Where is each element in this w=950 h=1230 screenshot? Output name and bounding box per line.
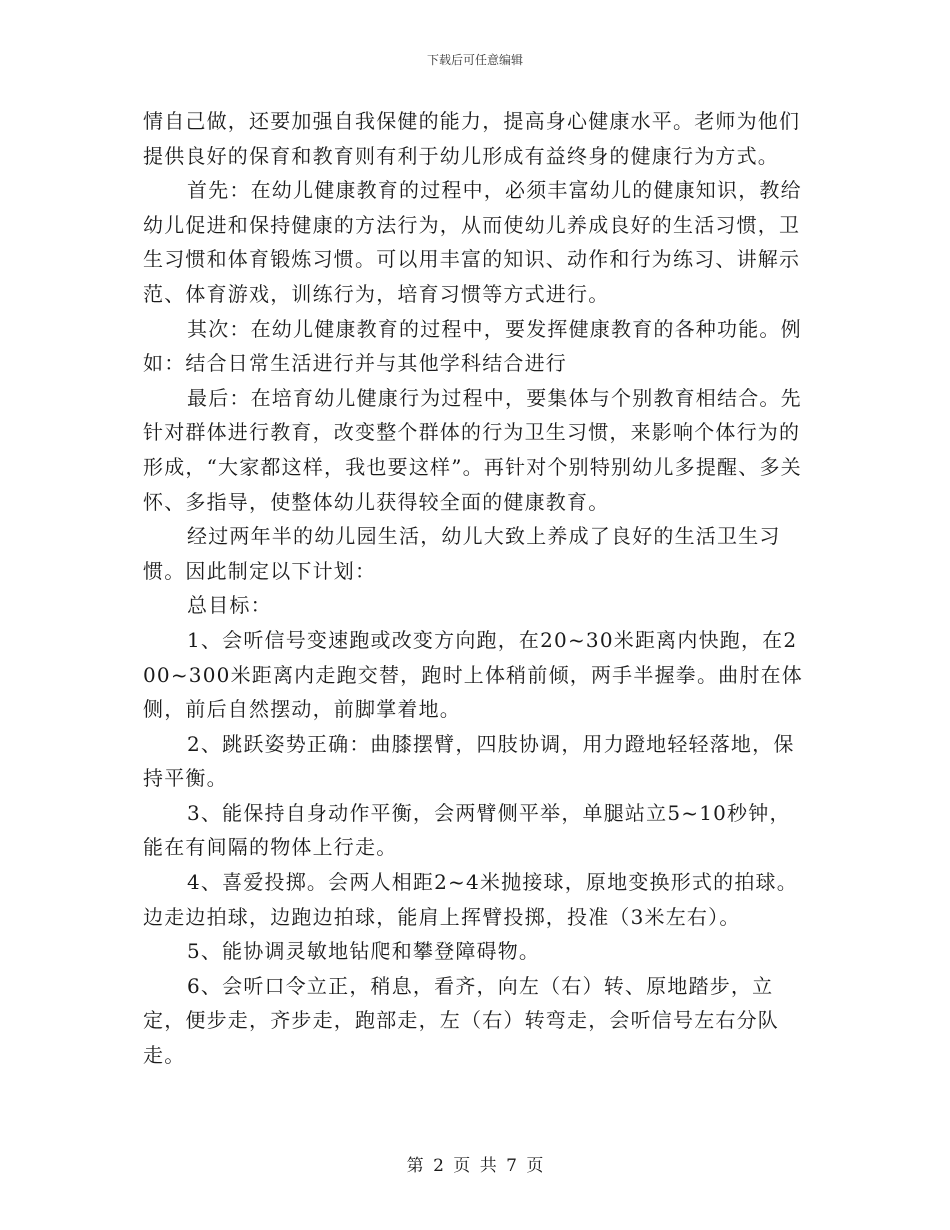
list-item: 4、喜爱投掷。会两人相距2~4米抛接球，原地变换形式的拍球。边走边拍球，边跑边拍球，能肩上挥臂投掷，投准（3米左右）。 bbox=[143, 870, 798, 929]
list-item: 6、会听口令立正，稍息，看齐，向左（右）转、原地踏步，立定，便步走，齐步走，跑部走，左（右）转弯走，会听信号左右分队走。 bbox=[143, 973, 779, 1068]
paragraph: 其次：在幼儿健康教育的过程中，要发挥健康教育的各种功能。例如：结合日常生活进行并与其他学科结合进行 bbox=[143, 316, 802, 376]
document-body bbox=[143, 104, 807, 1073]
page-header: 下载后可任意编辑 bbox=[426, 53, 523, 67]
paragraph: 首先：在幼儿健康教育的过程中，必须丰富幼儿的健康知识，教给幼儿促进和保持健康的方法行为，从而使幼儿养成良好的生活习惯，卫生习惯和体育锻炼习惯。可以用丰富的知识、动作和行为练习、讲解示范、体育游戏，训练行为，培育习惯等方式进行。 bbox=[143, 178, 802, 306]
section-heading: 总目标： bbox=[187, 593, 272, 618]
list-item: 3、能保持自身动作平衡，会两臂侧平举，单腿站立5~10秒钟，能在有间隔的物体上行走。 bbox=[143, 800, 791, 860]
list-item: 2、跳跃姿势正确：曲膝摆臂，四肢协调，用力蹬地轻轻落地，保持平衡。 bbox=[143, 731, 795, 791]
list-item: 1、会听信号变速跑或改变方向跑，在20~30米距离内快跑，在200~300米距离内走跑交替，跑时上体稍前倾，两手半握拳。曲肘在体侧，前后自然摆动，前脚掌着地。 bbox=[143, 627, 803, 722]
list-item: 5、能协调灵敏地钻爬和攀登障碍物。 bbox=[187, 939, 541, 964]
paragraph: 情自己做，还要加强自我保健的能力，提高身心健康水平。老师为他们提供良好的保育和教育则有利于幼儿形成有益终身的健康行为方式。 bbox=[143, 109, 801, 168]
page-number-footer: 第 2 页 共 7 页 bbox=[406, 1156, 544, 1176]
paragraph: 经过两年半的幼儿园生活，幼儿大致上养成了良好的生活卫生习惯。因此制定以下计划： bbox=[143, 524, 781, 583]
paragraph: 最后：在培育幼儿健康行为过程中，要集体与个别教育相结合。先针对群体进行教育，改变整个群体的行为卫生习惯，来影响个体行为的形成，“大家都这样，我也要这样”。再针对个别特别幼儿多提醒、多关怀、多指导，使整体幼儿获得较全面的健康教育。 bbox=[143, 385, 802, 514]
